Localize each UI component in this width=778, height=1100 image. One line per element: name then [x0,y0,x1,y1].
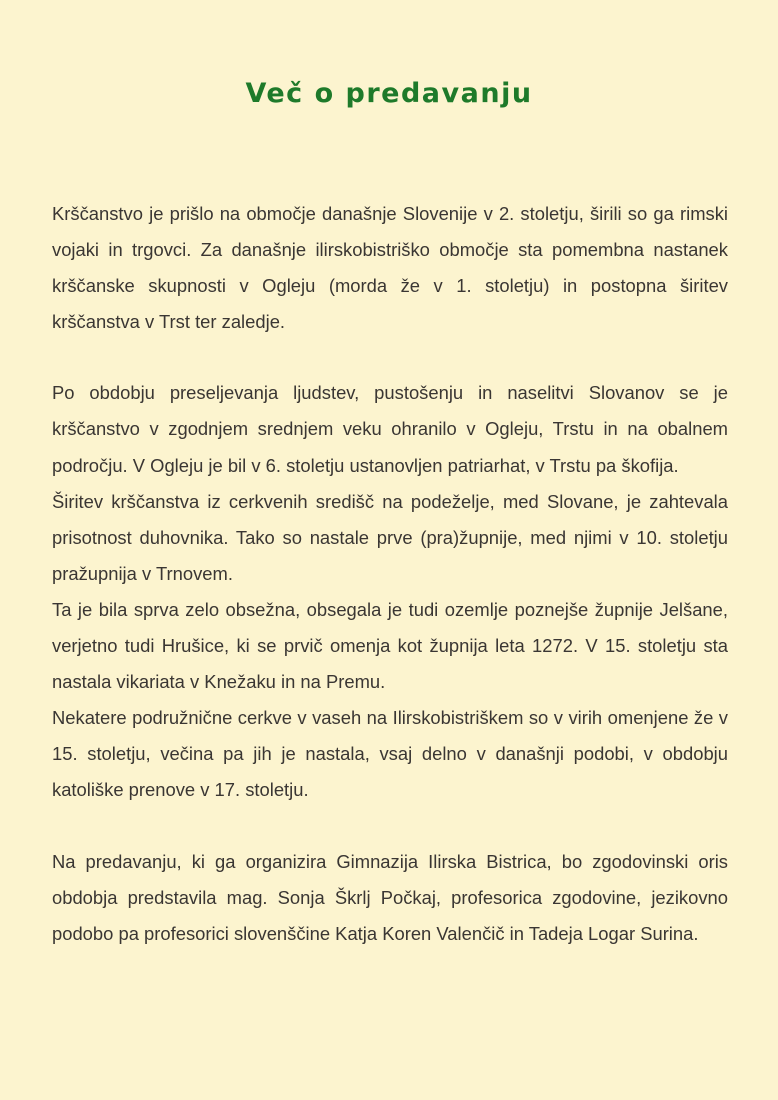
paragraph-churches: Nekatere podružnične cerkve v vaseh na Ilirskobistriškem so v virih omenjene že v 15. stoletju, večina pa jih je nastala, vsaj delno v današnji podobi, v obdobju katoliške prenove v 17. stoletju. [52,707,728,801]
paragraph-trnovo: Ta je bila sprva zelo obsežna, obsegala je tudi ozemlje poznejše župnije Jelšane, verjetno tudi Hrušice, ki se prvič omenja kot župnija leta 1272. V 15. stoletju sta nastala vikariata v Knežaku in na Premu. [52,598,728,693]
paragraph-migration: Po obdobju preseljevanja ljudstev, pustošenju in naselitvi Slovanov se je krščanstvo v zgodnjem srednjem veku ohranilo v Ogleju, Trstu in na obalnem področju. V Ogleju je bil v 6. stoletju ustanovljen patriarhat, v Trstu pa škofija. [52,382,728,476]
paragraph-gap [52,340,728,375]
page-title: Več o predavanju [245,78,533,109]
paragraph-intro: Krščanstvo je prišlo na območje današnje Slovenije v 2. stoletju, širili so ga rimski vojaki in trgovci. Za današnje ilirskobistriško območje sta pomembna nastanek krščanske skupnosti v Ogleju (morda že v 1. stoletju) in postopna širitev krščanstva v Trst ter zaledje. [52,203,728,333]
paragraph-lecture: Na predavanju, ki ga organizira Gimnazija Ilirska Bistrica, bo zgodovinski oris obdobja predstavila mag. Sonja Škrlj Počkaj, profesorica zgodovine, jezikovno podobo pa profesorici slovenščine Katja Koren Valenčič in Tadeja Logar Surina. [52,850,728,944]
paragraph-gap [52,809,728,844]
document-body [52,196,728,952]
paragraph-parishes: Širitev krščanstva iz cerkvenih središč na podeželje, med Slovane, je zahtevala prisotnost duhovnika. Tako so nastale prve (pra)župnije, med njimi v 10. stoletju pražupnija v Trnovem. [52,490,728,584]
